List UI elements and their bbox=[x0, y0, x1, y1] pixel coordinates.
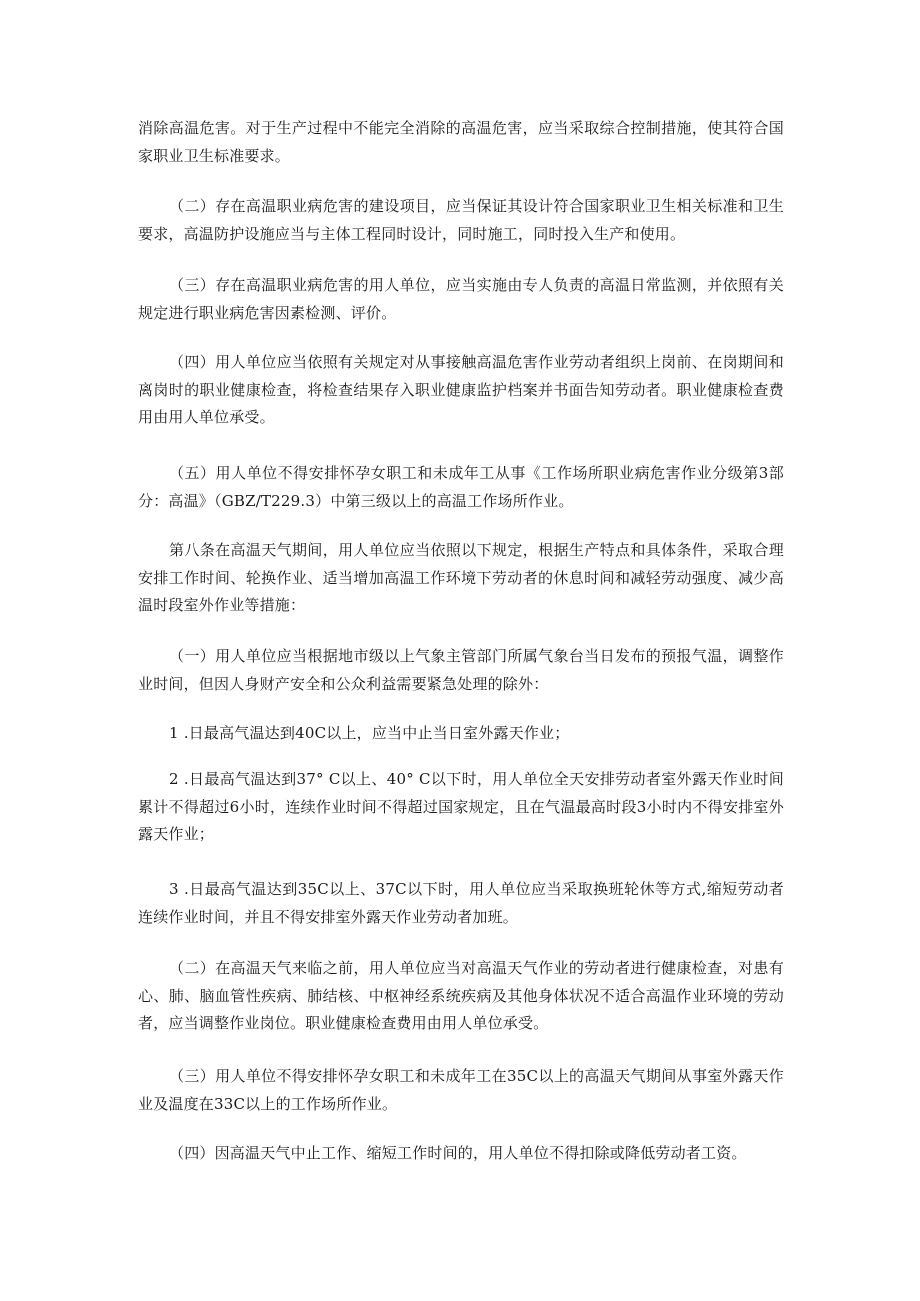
paragraph-occupational-health-checks: （四）用人单位应当依照有关规定对从事接触高温危害作业劳动者组织上岗前、在岗期间和离岗时的职业健康检查，将检查结果存入职业健康监护档案并书面告知劳动者。职业健康检查费用由用人单位承受。 bbox=[138, 353, 784, 426]
list-item-temperature-35-to-37: 3 .日最高气温达到35C以上、37C以下时，用人单位应当采取换班轮休等方式,缩短劳动者连续作业时间，并且不得安排室外露天作业劳动者加班。 bbox=[138, 880, 784, 926]
paragraph-article-eight: 第八条在高温天气期间，用人单位应当依照以下规定，根据生产特点和具体条件，采取合理安排工作时间、轮换作业、适当增加高温工作环境下劳动者的休息时间和减轻劳动强度、减少高温时段室外作业等措施： bbox=[138, 541, 784, 614]
paragraph-continuation-high-temperature-control: 消除高温危害。对于生产过程中不能完全消除的高温危害，应当采取综合控制措施，使其符合国家职业卫生标准要求。 bbox=[138, 119, 784, 165]
paragraph-pregnant-and-minor-workers: （五）用人单位不得安排怀孕女职工和未成年工从事《工作场所职业病危害作业分级第3部分：高温》（GBZ/T229.3）中第三级以上的高温工作场所作业。 bbox=[138, 464, 784, 510]
paragraph-daily-monitoring: （三）存在高温职业病危害的用人单位，应当实施由专人负责的高温日常监测，并依照有关规定进行职业病危害因素检测、评价。 bbox=[138, 276, 784, 322]
paragraph-wage-protection: （四）因高温天气中止工作、缩短工作时间的，用人单位不得扣除或降低劳动者工资。 bbox=[169, 1144, 747, 1162]
paragraph-no-outdoor-work-for-protected-workers: （三）用人单位不得安排怀孕女职工和未成年工在35C以上的高温天气期间从事室外露天作业及温度在33C以上的工作场所作业。 bbox=[138, 1067, 784, 1113]
paragraph-construction-projects: （二）存在高温职业病危害的建设项目，应当保证其设计符合国家职业卫生相关标准和卫生要求，高温防护设施应当与主体工程同时设计，同时施工，同时投入生产和使用。 bbox=[138, 197, 784, 243]
list-item-temperature-37-to-40: 2 .日最高气温达到37° C以上、40° C以下时，用人单位全天安排劳动者室外露天作业时间累计不得超过6小时，连续作业时间不得超过国家规定，且在气温最高时段3小时内不得安排室外露天作业； bbox=[138, 770, 784, 843]
paragraph-adjust-work-time: （一）用人单位应当根据地市级以上气象主管部门所属气象台当日发布的预报气温，调整作业时间，但因人身财产安全和公众利益需要紧急处理的除外： bbox=[138, 647, 784, 693]
paragraph-pre-heat-health-check: （二）在高温天气来临之前，用人单位应当对高温天气作业的劳动者进行健康检查，对患有心、肺、脑血管性疾病、肺结核、中枢神经系统疾病及其他身体状况不适合高温作业环境的劳动者，应当调整作业岗位。职业健康检查费用由用人单位承受。 bbox=[138, 959, 784, 1032]
list-item-temperature-40: 1 .日最高气温达到40C以上，应当中止当日室外露天作业； bbox=[169, 724, 570, 742]
